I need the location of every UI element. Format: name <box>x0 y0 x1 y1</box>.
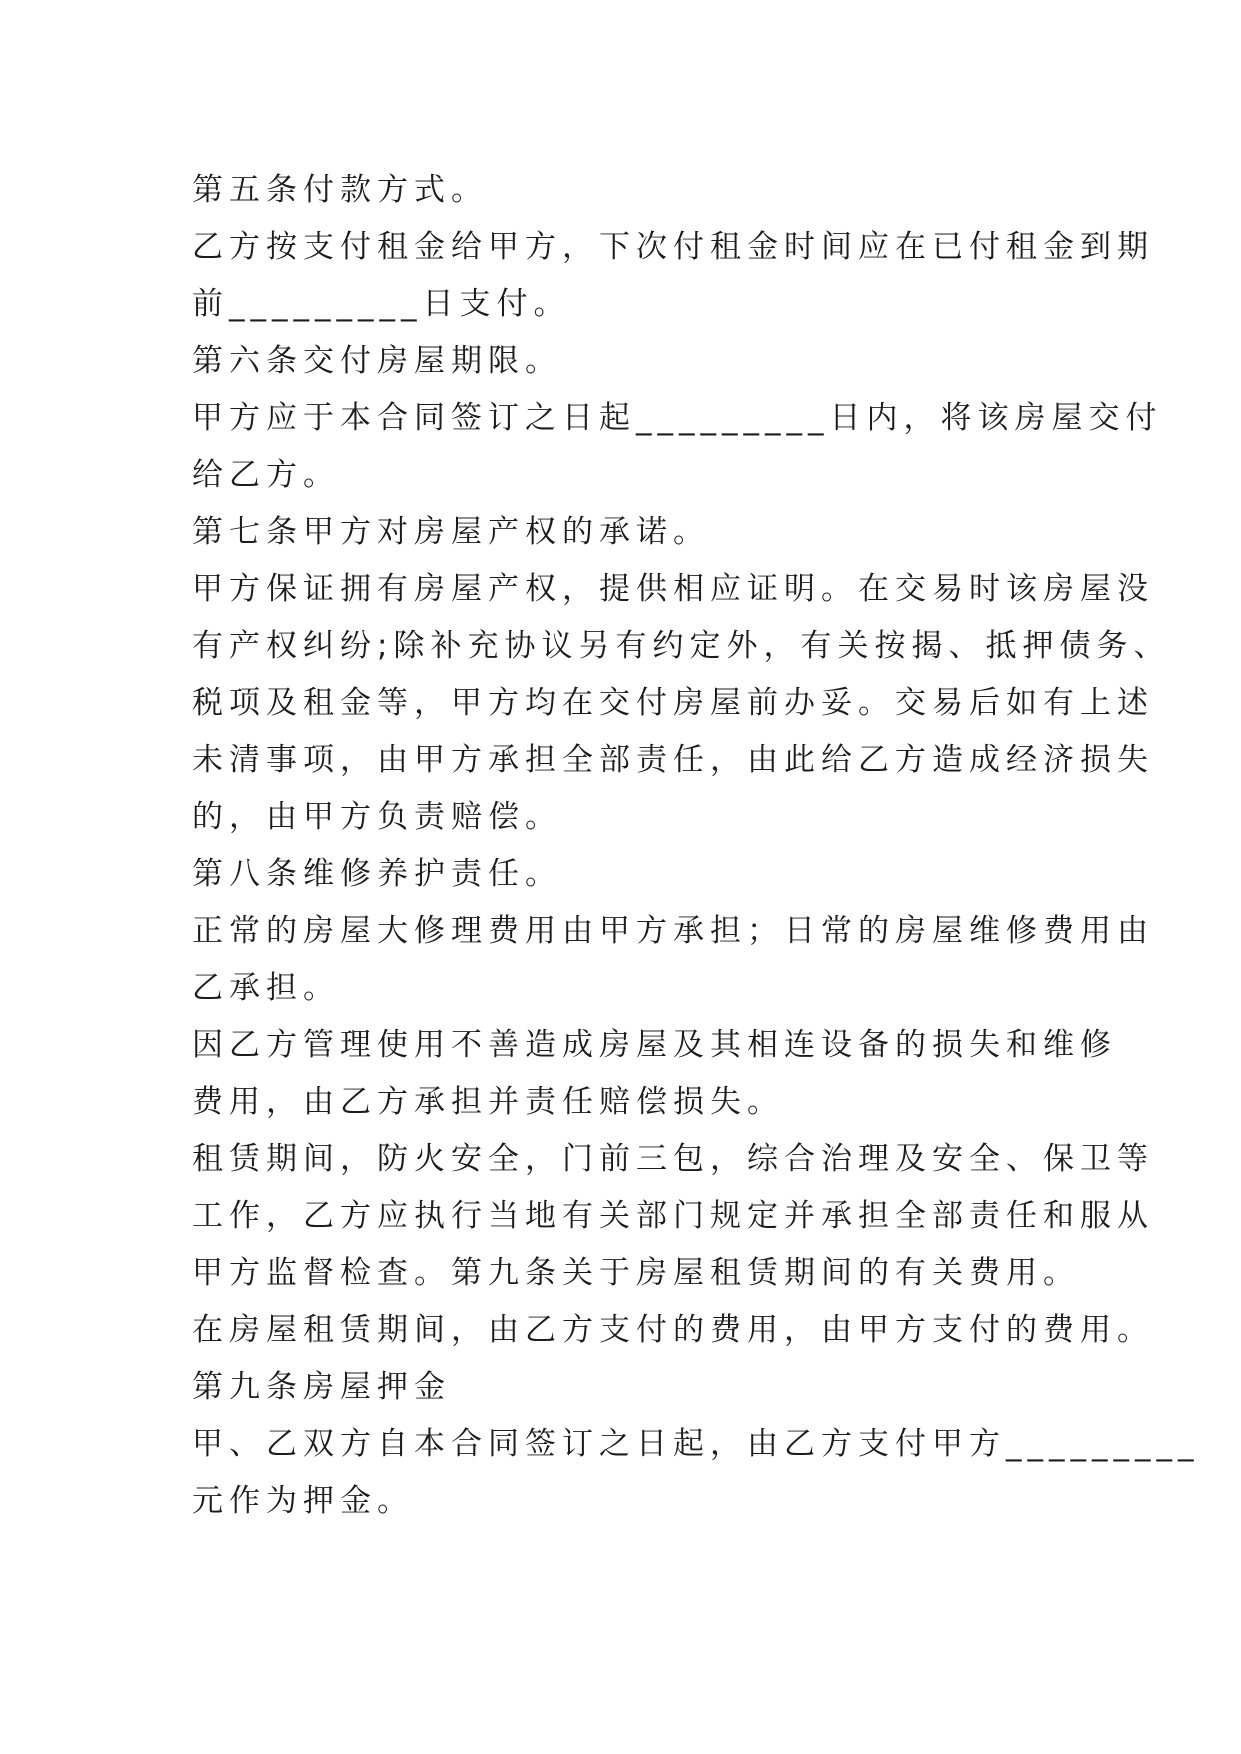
clause-5-heading: 第五条付款方式。 <box>192 172 488 208</box>
paragraph-line: 租赁期间，防火安全，门前三包，综合治理及安全、保卫等 <box>192 1141 1154 1177</box>
paragraph-line: 甲方保证拥有房屋产权，提供相应证明。在交易时该房屋没 <box>192 571 1154 607</box>
document-body <box>192 162 1200 1530</box>
paragraph-line: 税项及租金等，甲方均在交付房屋前办妥。交易后如有上述 <box>192 685 1154 721</box>
paragraph-line: 在房屋租赁期间，由乙方支付的费用，由甲方支付的费用。 <box>192 1312 1154 1348</box>
clause-9-heading: 第九条房屋押金 <box>192 1369 451 1405</box>
paragraph-line: 给乙方。 <box>192 457 340 493</box>
paragraph-line: 乙方按支付租金给甲方，下次付租金时间应在已付租金到期 <box>192 229 1154 265</box>
clause-6-heading: 第六条交付房屋期限。 <box>192 343 562 379</box>
paragraph-line: 正常的房屋大修理费用由甲方承担；日常的房屋维修费用由 <box>192 913 1154 949</box>
clause-8-heading: 第八条维修养护责任。 <box>192 856 562 892</box>
paragraph-line: 前_________日支付。 <box>192 286 571 322</box>
paragraph-line: 甲方应于本合同签订之日起_________日内，将该房屋交付 <box>192 400 1163 436</box>
paragraph-line: 工作，乙方应执行当地有关部门规定并承担全部责任和服从 <box>192 1198 1154 1234</box>
paragraph-line: 的，由甲方负责赔偿。 <box>192 799 562 835</box>
paragraph-line: 有产权纠纷;除补充协议另有约定外，有关按揭、抵押债务、 <box>192 628 1171 664</box>
paragraph-line: 元作为押金。 <box>192 1483 414 1519</box>
paragraph-line: 费用，由乙方承担并责任赔偿损失。 <box>192 1084 784 1120</box>
clause-7-heading: 第七条甲方对房屋产权的承诺。 <box>192 514 710 550</box>
paragraph-line: 甲、乙双方自本合同签订之日起，由乙方支付甲方_________ <box>192 1426 1200 1462</box>
paragraph-line: 因乙方管理使用不善造成房屋及其相连设备的损失和维修 <box>192 1027 1117 1063</box>
paragraph-line: 甲方监督检查。第九条关于房屋租赁期间的有关费用。 <box>192 1255 1080 1291</box>
paragraph-line: 未清事项，由甲方承担全部责任，由此给乙方造成经济损失 <box>192 742 1154 778</box>
paragraph-line: 乙承担。 <box>192 970 340 1006</box>
